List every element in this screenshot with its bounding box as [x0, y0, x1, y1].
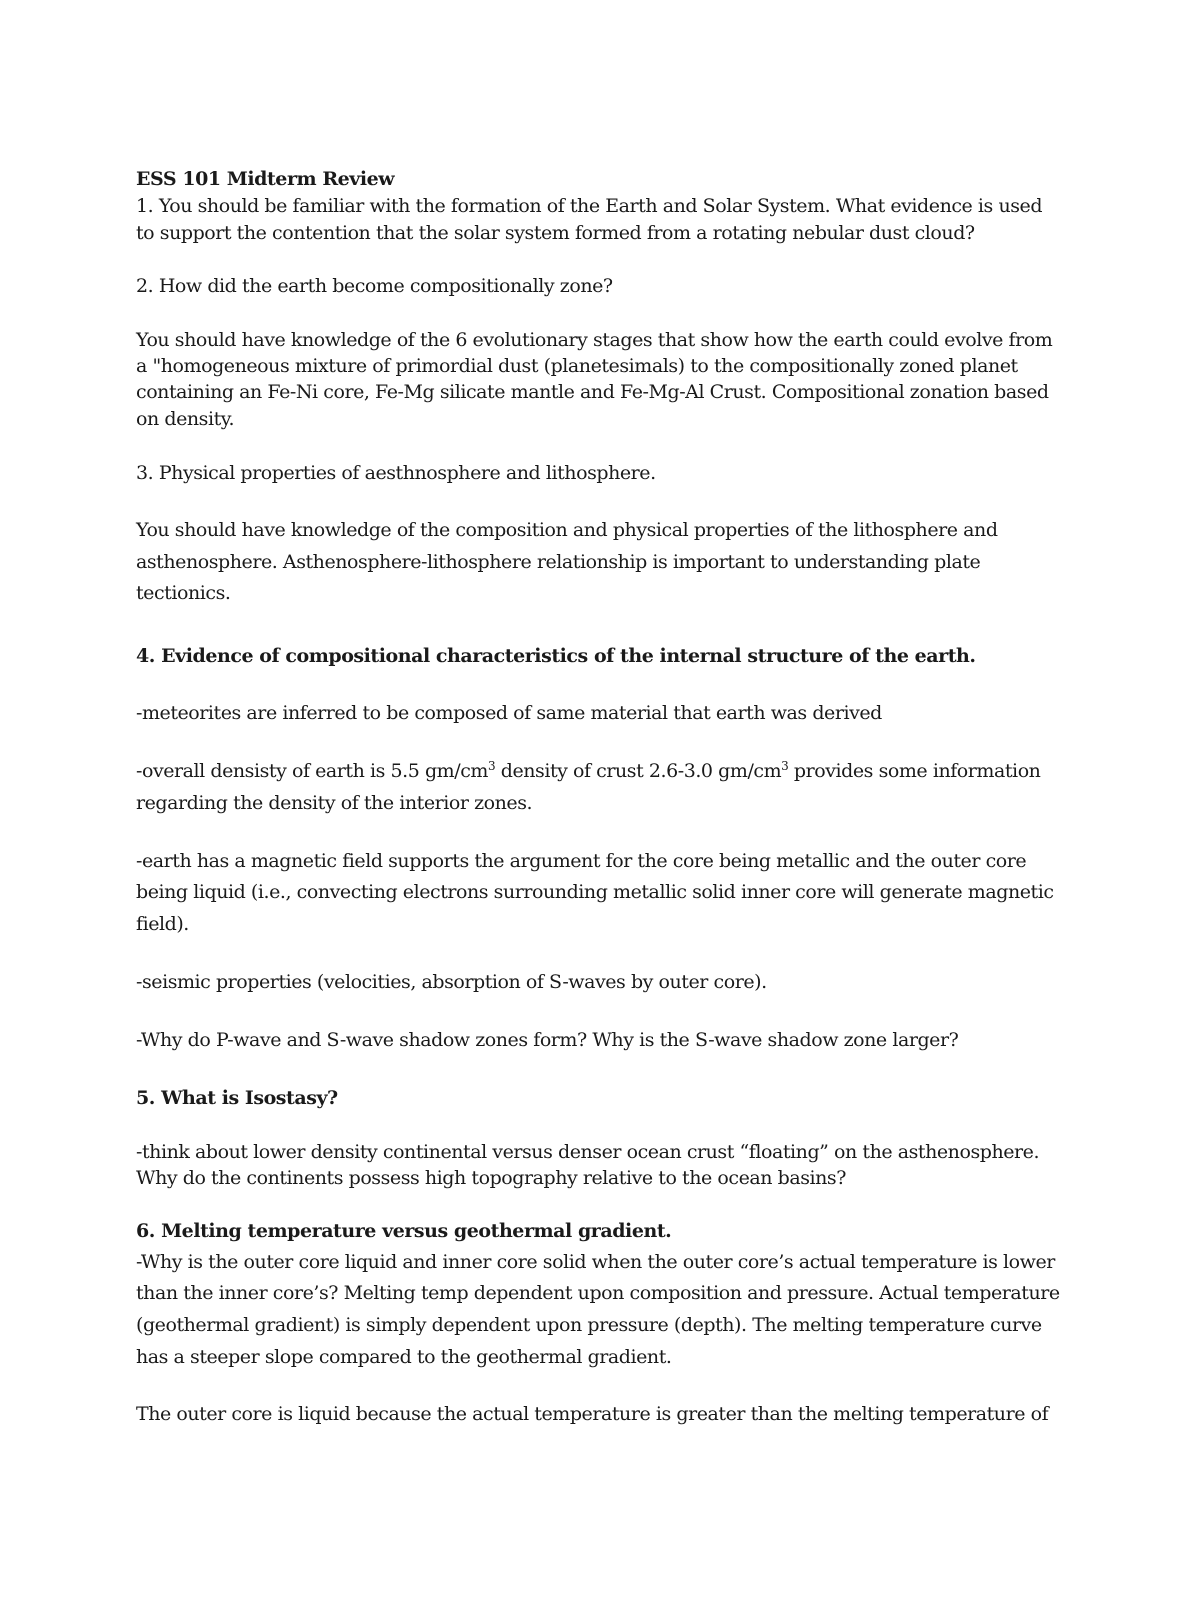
q3-heading: 3. Physical properties of aesthnosphere and lithosphere. — [136, 462, 656, 484]
density-text-2: density of crust 2.6-3.0 gm/cm — [495, 760, 782, 782]
p3-line-3: tectionics. — [136, 582, 231, 604]
doc-title: ESS 101 Midterm Review — [136, 168, 395, 190]
p3-line-1: You should have knowledge of the composition and physical properties of the lithosphere and — [136, 519, 998, 541]
p2-line-2: a "homogeneous mixture of primordial dust (planetesimals) to the compositionally zoned planet — [136, 355, 1018, 377]
p6-line-4: has a steeper slope compared to the geothermal gradient. — [136, 1346, 672, 1368]
density-text-1: -overall densisty of earth is 5.5 gm/cm — [136, 760, 488, 782]
q4-item-magnetic-line-2: being liquid (i.e., convecting electrons surrounding metallic solid inner core will generate magnetic — [136, 881, 1054, 903]
density-unit-exponent-2: 3 — [781, 759, 789, 773]
p6-line-1: -Why is the outer core liquid and inner core solid when the outer core’s actual temperature is lower — [136, 1251, 1055, 1273]
q4-item-seismic: -seismic properties (velocities, absorption of S-waves by outer core). — [136, 971, 767, 993]
p5-line-2: Why do the continents possess high topography relative to the ocean basins? — [136, 1167, 846, 1189]
q4-item-meteorites: -meteorites are inferred to be composed of same material that earth was derived — [136, 702, 882, 724]
p3-line-2: asthenosphere. Asthenosphere-lithosphere relationship is important to understanding plate — [136, 551, 981, 573]
p6-line-2: than the inner core’s? Melting temp dependent upon composition and pressure. Actual temperature — [136, 1282, 1060, 1304]
p7-line-1: The outer core is liquid because the actual temperature is greater than the melting temperature of — [136, 1403, 1049, 1425]
q4-item-magnetic-line-3: field). — [136, 913, 189, 935]
q4-item-shadow-zones: -Why do P-wave and S-wave shadow zones form? Why is the S-wave shadow zone larger? — [136, 1029, 959, 1051]
q4-item-density-line-2: regarding the density of the interior zones. — [136, 792, 533, 814]
density-text-3: provides some information — [788, 760, 1041, 782]
q1-line-2: to support the contention that the solar system formed from a rotating nebular dust cloud? — [136, 222, 975, 244]
q5-heading: 5. What is Isostasy? — [136, 1087, 338, 1109]
q1-line-1: 1. You should be familiar with the formation of the Earth and Solar System. What evidence is used — [136, 195, 1043, 217]
p2-line-3: containing an Fe-Ni core, Fe-Mg silicate mantle and Fe-Mg-Al Crust. Compositional zonation based — [136, 381, 1049, 403]
q4-heading: 4. Evidence of compositional characteristics of the internal structure of the earth. — [136, 645, 976, 667]
q2-heading: 2. How did the earth become compositionally zone? — [136, 275, 613, 297]
q4-item-magnetic-line-1: -earth has a magnetic field supports the argument for the core being metallic and the outer core — [136, 850, 1027, 872]
p6-line-3: (geothermal gradient) is simply dependent upon pressure (depth). The melting temperature curve — [136, 1314, 1042, 1336]
q4-item-density — [136, 759, 1040, 784]
p2-line-1: You should have knowledge of the 6 evolutionary stages that show how the earth could evolve from — [136, 329, 1053, 351]
p5-line-1: -think about lower density continental versus denser ocean crust “floating” on the asthenosphere. — [136, 1141, 1040, 1163]
q6-heading: 6. Melting temperature versus geothermal gradient. — [136, 1220, 672, 1242]
p2-line-4: on density. — [136, 408, 235, 430]
density-unit-exponent-1: 3 — [487, 759, 496, 773]
